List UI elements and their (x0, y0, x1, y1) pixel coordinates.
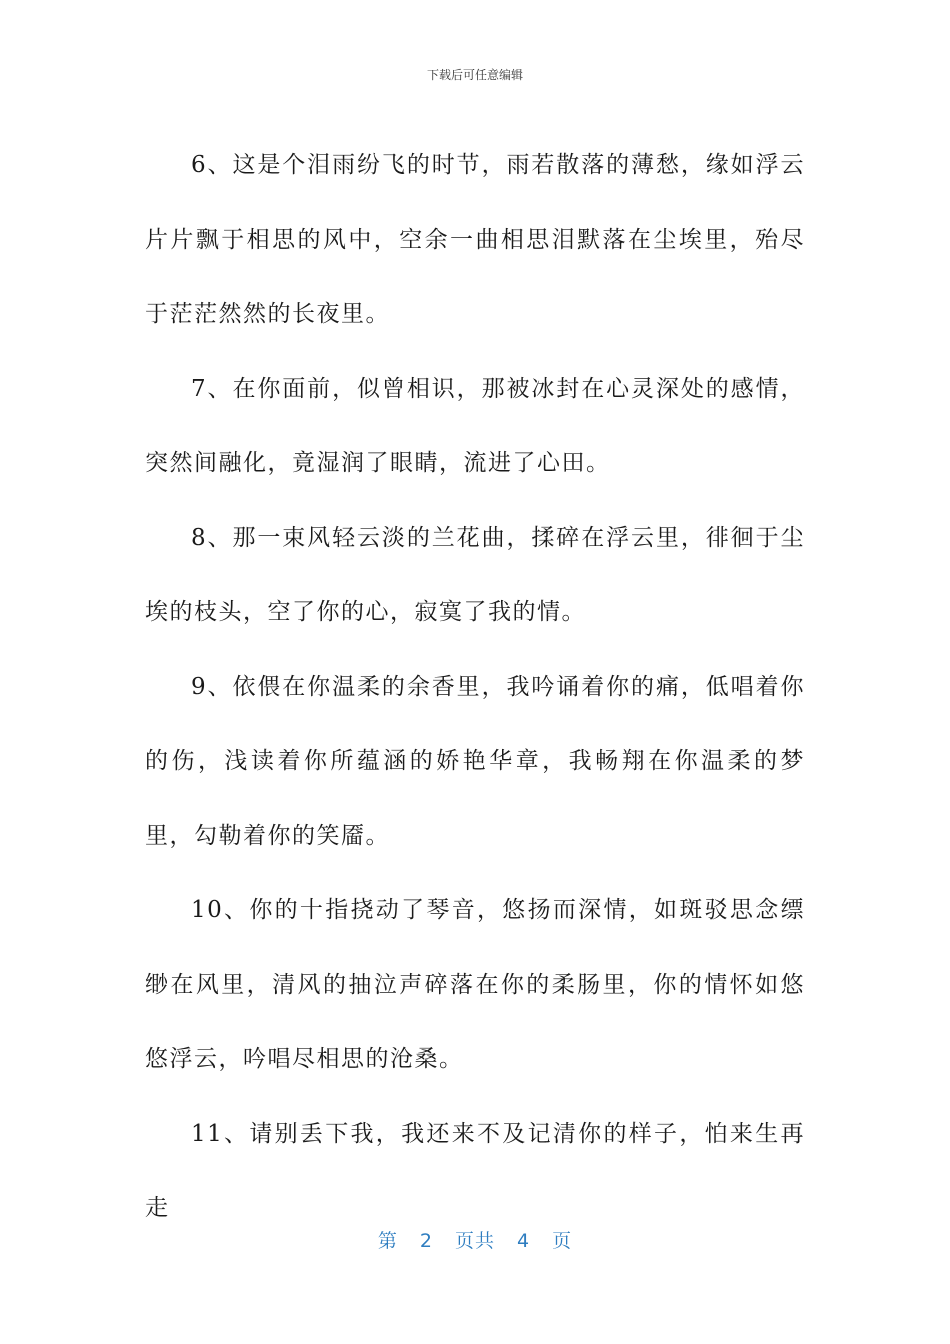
paragraph-9: 9、依偎在你温柔的余香里，我吟诵着你的痛，低唱着你的伤，浅读着你所蕴涵的娇艳华章，我畅翔在你温柔的梦里，勾勒着你的笑靥。 (145, 673, 805, 849)
footer-middle: 页共 (454, 1230, 495, 1252)
total-pages-number: 4 (517, 1230, 531, 1252)
document-body (145, 128, 805, 1246)
paragraph-6: 6、这是个泪雨纷飞的时节，雨若散落的薄愁，缘如浮云片片飘于相思的风中，空余一曲相思泪默落在尘埃里，殆尽于茫茫然然的长夜里。 (145, 152, 805, 327)
paragraph-8: 8、那一束风轻云淡的兰花曲，揉碎在浮云里，徘徊于尘埃的枝头，空了你的心，寂寞了我的情。 (145, 524, 805, 625)
paragraph-10: 10、你的十指挠动了琴音，悠扬而深情，如斑驳思念缥缈在风里，清风的抽泣声碎落在你的柔肠里，你的情怀如悠悠浮云，吟唱尽相思的沧桑。 (145, 897, 805, 1072)
current-page-number: 2 (419, 1230, 433, 1252)
footer-suffix: 页 (552, 1230, 573, 1252)
paragraph-11: 11、请别丢下我，我还来不及记清你的样子，怕来生再走 (145, 1120, 805, 1221)
footer-prefix: 第 (377, 1230, 398, 1252)
page-header: 下载后可任意编辑 (426, 68, 523, 82)
page-footer (0, 1226, 950, 1253)
paragraph-7: 7、在你面前，似曾相识，那被冰封在心灵深处的感情，突然间融化，竟湿润了眼睛，流进了心田。 (145, 375, 805, 476)
